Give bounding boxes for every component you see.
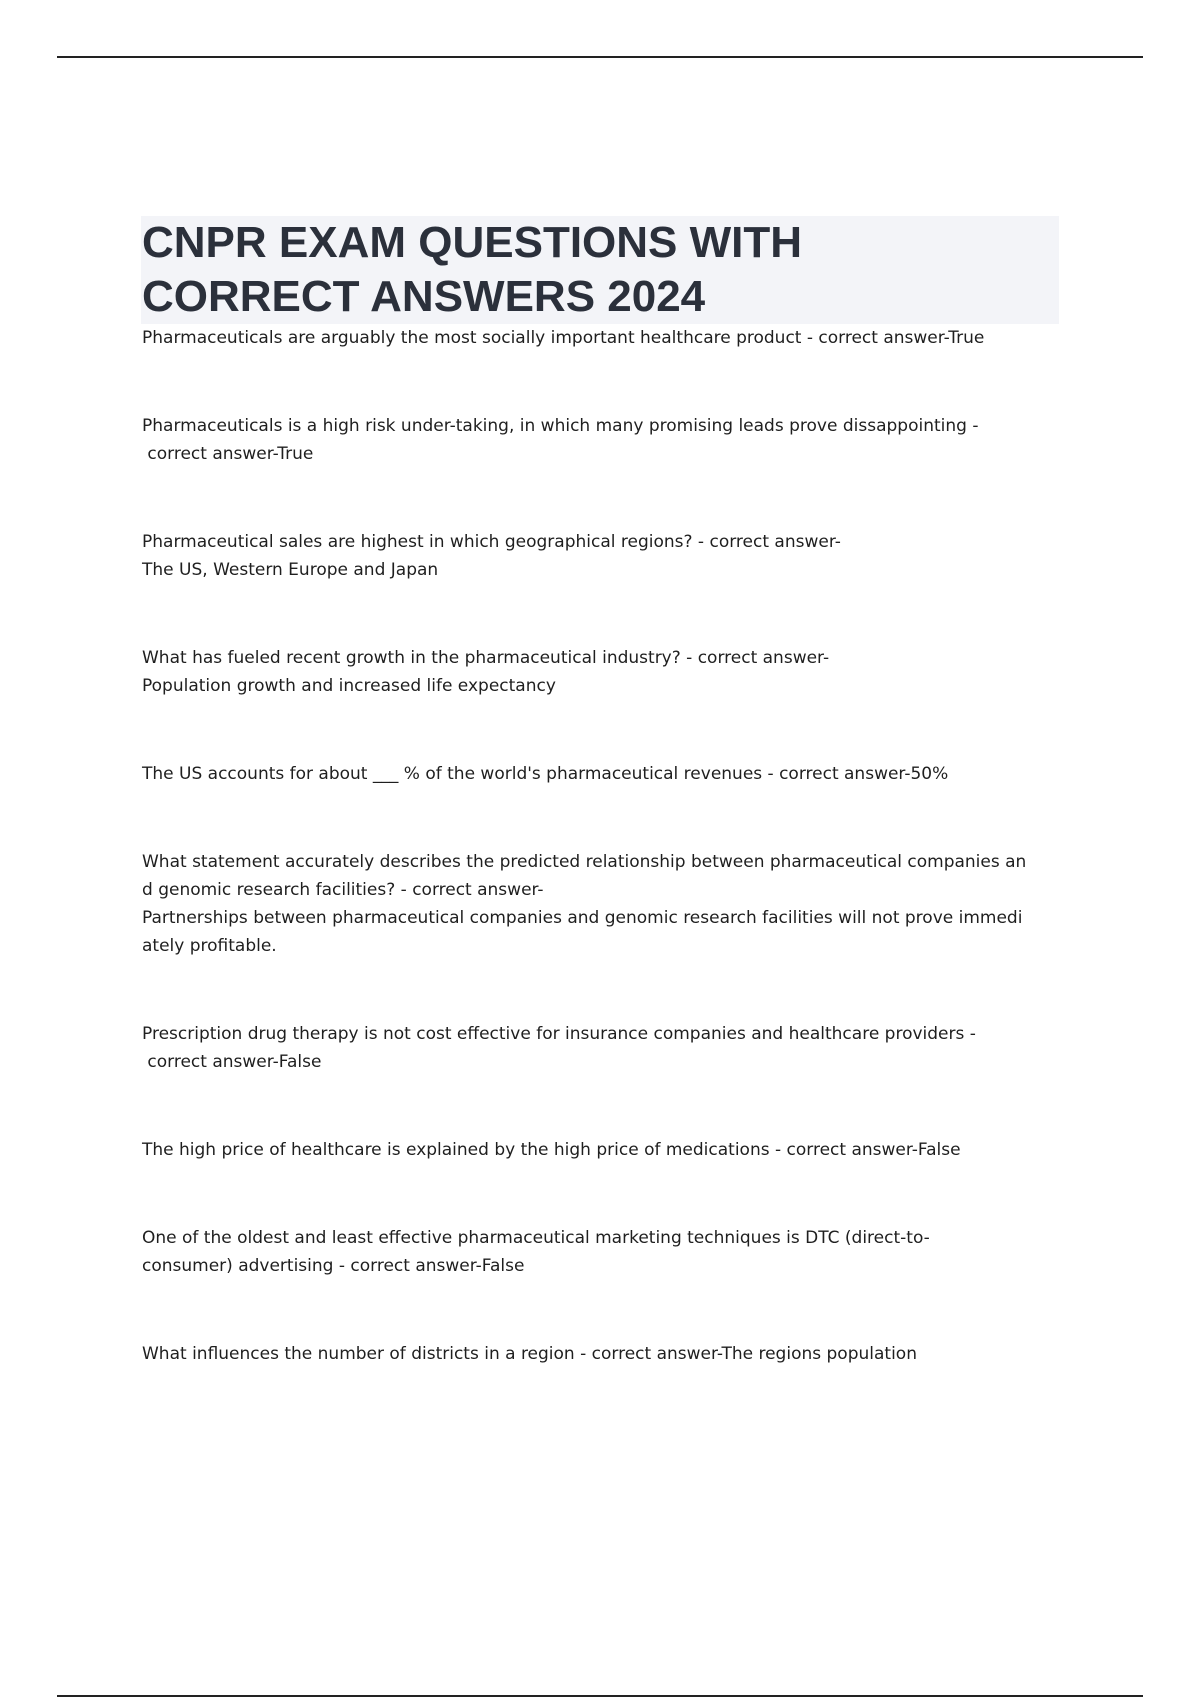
qa-line: d genomic research facilities? - correct answer- xyxy=(142,880,544,900)
page-title xyxy=(141,216,1059,324)
qa-item xyxy=(142,1224,1054,1280)
qa-item xyxy=(142,412,1054,468)
qa-line: Partnerships between pharmaceutical companies and genomic research facilities will not prove immedi xyxy=(142,908,1023,928)
qa-item xyxy=(142,1020,1054,1076)
qa-line: The high price of healthcare is explained by the high price of medications - correct answer-False xyxy=(142,1140,961,1160)
top-rule xyxy=(57,56,1143,58)
title-line-2: CORRECT ANSWERS 2024 xyxy=(142,272,706,321)
qa-item xyxy=(142,848,1054,960)
title-block xyxy=(141,216,1059,324)
qa-list xyxy=(142,324,1054,1368)
qa-item xyxy=(142,528,1054,584)
qa-line: correct answer-True xyxy=(142,444,314,464)
qa-line: consumer) advertising - correct answer-False xyxy=(142,1256,525,1276)
qa-line: correct answer-False xyxy=(142,1052,322,1072)
qa-line: Pharmaceutical sales are highest in which geographical regions? - correct answer- xyxy=(142,532,841,552)
qa-line: The US, Western Europe and Japan xyxy=(142,560,439,580)
qa-line: What has fueled recent growth in the pharmaceutical industry? - correct answer- xyxy=(142,648,830,668)
qa-line: ately profitable. xyxy=(142,936,277,956)
qa-line: The US accounts for about ___ % of the world's pharmaceutical revenues - correct answer-50% xyxy=(142,764,949,784)
qa-line: Prescription drug therapy is not cost effective for insurance companies and healthcare providers - xyxy=(142,1024,976,1044)
qa-item xyxy=(142,324,1054,352)
qa-line: Pharmaceuticals are arguably the most socially important healthcare product - correct answer-True xyxy=(142,328,985,348)
qa-line: One of the oldest and least effective pharmaceutical marketing techniques is DTC (direct-to- xyxy=(142,1228,930,1248)
title-line-1: CNPR EXAM QUESTIONS WITH xyxy=(142,218,803,267)
qa-item xyxy=(142,1136,1054,1164)
qa-item xyxy=(142,1340,1054,1368)
qa-line: Pharmaceuticals is a high risk under-taking, in which many promising leads prove dissappointing - xyxy=(142,416,979,436)
qa-line: What statement accurately describes the predicted relationship between pharmaceutical companies an xyxy=(142,852,1027,872)
qa-line: Population growth and increased life expectancy xyxy=(142,676,556,696)
qa-item xyxy=(142,760,1054,788)
qa-line: What influences the number of districts in a region - correct answer-The regions population xyxy=(142,1344,917,1364)
bottom-rule xyxy=(57,1695,1143,1697)
qa-item xyxy=(142,644,1054,700)
